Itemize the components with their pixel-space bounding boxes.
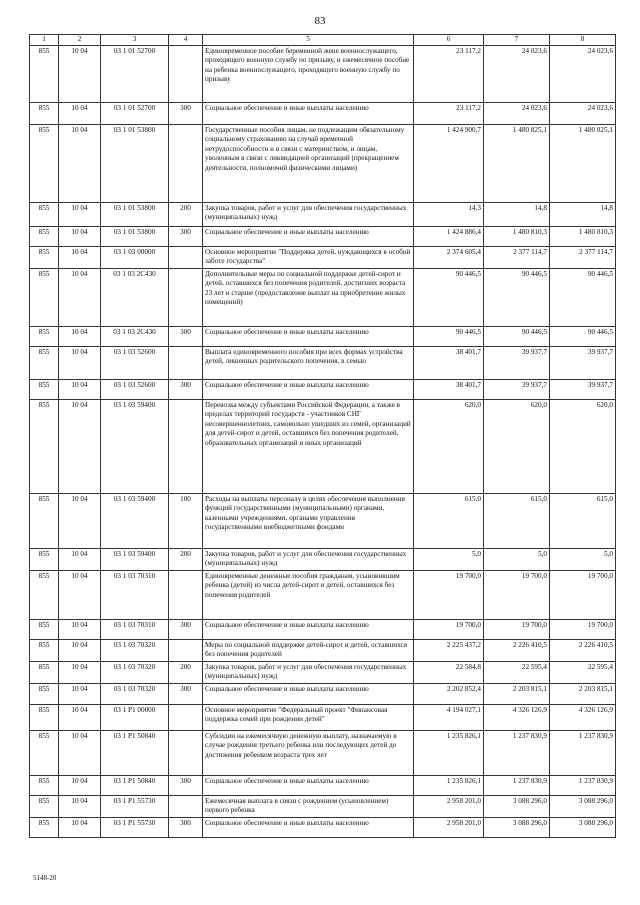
code-razdel-cell: 10 04 xyxy=(59,619,101,639)
code-vid-cell xyxy=(169,639,203,661)
amount-2021-cell: 24 023,6 xyxy=(550,45,616,102)
item-name-cell: Закупка товаров, работ и услуг для обеспечения государственных (муниципальных) нужд xyxy=(203,661,414,683)
code-vid-cell xyxy=(169,246,203,268)
table-row xyxy=(30,661,616,683)
code-glava-cell: 855 xyxy=(30,570,59,619)
code-target-cell: 03 1 03 2С430 xyxy=(101,326,169,346)
code-vid-cell xyxy=(169,730,203,775)
table-row xyxy=(30,493,616,548)
code-target-cell: 03 1 01 53800 xyxy=(101,202,169,226)
code-glava-cell: 855 xyxy=(30,704,59,730)
code-vid-cell: 300 xyxy=(169,619,203,639)
amount-2020-cell: 39 937,7 xyxy=(484,379,550,399)
code-glava-cell: 855 xyxy=(30,619,59,639)
code-razdel-cell: 10 04 xyxy=(59,45,101,102)
amount-2020-cell: 14,8 xyxy=(484,202,550,226)
code-target-cell: 03 1 03 00000 xyxy=(101,246,169,268)
amount-2019-cell: 23 117,2 xyxy=(414,102,484,124)
code-target-cell: 03 1 03 59400 xyxy=(101,548,169,570)
code-razdel-cell: 10 04 xyxy=(59,102,101,124)
table-row xyxy=(30,817,616,837)
code-razdel-cell: 10 04 xyxy=(59,493,101,548)
amount-2020-cell: 1 480 825,1 xyxy=(484,124,550,202)
budget-table xyxy=(29,34,616,838)
code-vid-cell xyxy=(169,795,203,817)
amount-2020-cell: 24 023,6 xyxy=(484,45,550,102)
table-row xyxy=(30,619,616,639)
amount-2021-cell: 90 446,5 xyxy=(550,326,616,346)
item-name-cell: Выплата единовременного пособия при всех формах устройства детей, лишенных родительского попечения, в семью xyxy=(203,346,414,379)
code-razdel-cell: 10 04 xyxy=(59,399,101,493)
code-glava-cell: 855 xyxy=(30,683,59,704)
code-glava-cell: 855 xyxy=(30,268,59,326)
item-name-cell: Основное мероприятие "Поддержка детей, нуждающихся в особой заботе государства" xyxy=(203,246,414,268)
code-target-cell: 03 1 03 52600 xyxy=(101,379,169,399)
amount-2020-cell: 1 480 810,3 xyxy=(484,226,550,246)
amount-2019-cell: 4 194 027,1 xyxy=(414,704,484,730)
code-target-cell: 03 1 Р1 50840 xyxy=(101,730,169,775)
table-row xyxy=(30,226,616,246)
amount-2020-cell: 620,0 xyxy=(484,399,550,493)
amount-2020-cell: 39 937,7 xyxy=(484,346,550,379)
code-glava-cell: 855 xyxy=(30,102,59,124)
code-target-cell: 03 1 01 53800 xyxy=(101,124,169,202)
table-row xyxy=(30,704,616,730)
code-glava-cell: 855 xyxy=(30,226,59,246)
amount-2019-cell: 5,0 xyxy=(414,548,484,570)
table-row xyxy=(30,775,616,795)
code-target-cell: 03 1 Р1 50840 xyxy=(101,775,169,795)
table-row xyxy=(30,730,616,775)
item-name-cell: Дополнительные меры по социальной поддержке детей-сирот и детей, оставшихся без попечения родителей, достигших возраста 23 лет и старше (предоставление выплат на приобретение жилых помещений) xyxy=(203,268,414,326)
header-cell: 2 xyxy=(59,35,101,46)
code-vid-cell: 100 xyxy=(169,493,203,548)
code-razdel-cell: 10 04 xyxy=(59,326,101,346)
header-cell: 8 xyxy=(550,35,616,46)
amount-2019-cell: 14,3 xyxy=(414,202,484,226)
table-row xyxy=(30,45,616,102)
amount-2020-cell: 3 088 296,0 xyxy=(484,817,550,837)
code-target-cell: 03 1 03 70310 xyxy=(101,570,169,619)
code-vid-cell: 300 xyxy=(169,683,203,704)
code-target-cell: 03 1 01 52700 xyxy=(101,102,169,124)
code-razdel-cell: 10 04 xyxy=(59,246,101,268)
table-row xyxy=(30,202,616,226)
code-target-cell: 03 1 03 2С430 xyxy=(101,268,169,326)
code-vid-cell: 300 xyxy=(169,775,203,795)
amount-2020-cell: 2 226 410,5 xyxy=(484,639,550,661)
header-cell: 4 xyxy=(169,35,203,46)
code-glava-cell: 855 xyxy=(30,548,59,570)
amount-2019-cell: 22 584,8 xyxy=(414,661,484,683)
amount-2020-cell: 2 203 815,1 xyxy=(484,683,550,704)
amount-2019-cell: 1 424 886,4 xyxy=(414,226,484,246)
page-number: 83 xyxy=(314,15,326,27)
amount-2021-cell: 14,8 xyxy=(550,202,616,226)
amount-2020-cell: 4 326 126,9 xyxy=(484,704,550,730)
table-header-row xyxy=(30,35,616,46)
code-razdel-cell: 10 04 xyxy=(59,775,101,795)
amount-2021-cell: 19 700,0 xyxy=(550,619,616,639)
code-glava-cell: 855 xyxy=(30,379,59,399)
amount-2019-cell: 90 446,5 xyxy=(414,326,484,346)
amount-2019-cell: 1 235 826,1 xyxy=(414,730,484,775)
header-cell: 7 xyxy=(484,35,550,46)
code-glava-cell: 855 xyxy=(30,795,59,817)
code-glava-cell: 855 xyxy=(30,45,59,102)
item-name-cell: Основное мероприятие "Федеральный проект "Финансовая поддержка семей при рождении детей" xyxy=(203,704,414,730)
amount-2019-cell: 1 235 826,1 xyxy=(414,775,484,795)
amount-2020-cell: 1 237 830,9 xyxy=(484,775,550,795)
amount-2021-cell: 3 088 296,0 xyxy=(550,795,616,817)
code-vid-cell: 300 xyxy=(169,379,203,399)
table-row xyxy=(30,639,616,661)
code-vid-cell xyxy=(169,399,203,493)
amount-2019-cell: 1 424 900,7 xyxy=(414,124,484,202)
header-cell: 3 xyxy=(101,35,169,46)
code-vid-cell xyxy=(169,704,203,730)
amount-2021-cell: 39 937,7 xyxy=(550,346,616,379)
amount-2019-cell: 38 401,7 xyxy=(414,346,484,379)
amount-2021-cell: 90 446,5 xyxy=(550,268,616,326)
amount-2019-cell: 19 700,0 xyxy=(414,619,484,639)
code-razdel-cell: 10 04 xyxy=(59,683,101,704)
item-name-cell: Социальное обеспечение и иные выплаты населению xyxy=(203,379,414,399)
code-glava-cell: 855 xyxy=(30,346,59,379)
item-name-cell: Социальное обеспечение и иные выплаты населению xyxy=(203,226,414,246)
code-vid-cell xyxy=(169,124,203,202)
amount-2021-cell: 2 377 114,7 xyxy=(550,246,616,268)
amount-2020-cell: 22 595,4 xyxy=(484,661,550,683)
code-glava-cell: 855 xyxy=(30,661,59,683)
amount-2020-cell: 90 446,5 xyxy=(484,326,550,346)
amount-2021-cell: 3 088 296,0 xyxy=(550,817,616,837)
amount-2021-cell: 1 237 830,9 xyxy=(550,730,616,775)
code-glava-cell: 855 xyxy=(30,730,59,775)
code-razdel-cell: 10 04 xyxy=(59,268,101,326)
code-vid-cell xyxy=(169,570,203,619)
code-glava-cell: 855 xyxy=(30,124,59,202)
code-target-cell: 03 1 Р1 55730 xyxy=(101,817,169,837)
amount-2019-cell: 90 446,5 xyxy=(414,268,484,326)
item-name-cell: Социальное обеспечение и иные выплаты населению xyxy=(203,683,414,704)
amount-2021-cell: 2 226 410,5 xyxy=(550,639,616,661)
code-vid-cell: 300 xyxy=(169,817,203,837)
code-razdel-cell: 10 04 xyxy=(59,202,101,226)
item-name-cell: Социальное обеспечение и иные выплаты населению xyxy=(203,817,414,837)
table-row xyxy=(30,326,616,346)
code-glava-cell: 855 xyxy=(30,817,59,837)
code-vid-cell: 300 xyxy=(169,226,203,246)
code-glava-cell: 855 xyxy=(30,246,59,268)
code-vid-cell: 200 xyxy=(169,548,203,570)
code-razdel-cell: 10 04 xyxy=(59,661,101,683)
code-razdel-cell: 10 04 xyxy=(59,639,101,661)
table-row xyxy=(30,570,616,619)
amount-2020-cell: 24 023,6 xyxy=(484,102,550,124)
code-razdel-cell: 10 04 xyxy=(59,795,101,817)
table-row xyxy=(30,379,616,399)
table-row xyxy=(30,346,616,379)
code-razdel-cell: 10 04 xyxy=(59,817,101,837)
amount-2019-cell: 615,0 xyxy=(414,493,484,548)
amount-2020-cell: 90 446,5 xyxy=(484,268,550,326)
code-target-cell: 03 1 Р1 55730 xyxy=(101,795,169,817)
code-vid-cell xyxy=(169,268,203,326)
amount-2019-cell: 2 225 437,2 xyxy=(414,639,484,661)
table-row xyxy=(30,268,616,326)
amount-2019-cell: 38 401,7 xyxy=(414,379,484,399)
code-razdel-cell: 10 04 xyxy=(59,346,101,379)
code-razdel-cell: 10 04 xyxy=(59,548,101,570)
item-name-cell: Расходы на выплаты персоналу в целях обеспечения выполнения функций государственными (муниципальными) органами, казенными учреждениями, органами управления государственными внебюджетными фондами xyxy=(203,493,414,548)
amount-2019-cell: 620,0 xyxy=(414,399,484,493)
code-vid-cell: 300 xyxy=(169,102,203,124)
code-glava-cell: 855 xyxy=(30,326,59,346)
amount-2021-cell: 1 480 825,1 xyxy=(550,124,616,202)
item-name-cell: Социальное обеспечение и иные выплаты населению xyxy=(203,619,414,639)
code-razdel-cell: 10 04 xyxy=(59,704,101,730)
code-glava-cell: 855 xyxy=(30,202,59,226)
amount-2019-cell: 2 958 201,0 xyxy=(414,817,484,837)
item-name-cell: Ежемесячная выплата в связи с рождением (усыновлением) первого ребенка xyxy=(203,795,414,817)
amount-2021-cell: 615,0 xyxy=(550,493,616,548)
amount-2020-cell: 1 237 830,9 xyxy=(484,730,550,775)
code-vid-cell: 200 xyxy=(169,202,203,226)
item-name-cell: Социальное обеспечение и иные выплаты населению xyxy=(203,775,414,795)
amount-2019-cell: 2 374 605,4 xyxy=(414,246,484,268)
code-target-cell: 03 1 03 59400 xyxy=(101,399,169,493)
amount-2021-cell: 1 480 810,3 xyxy=(550,226,616,246)
table-row xyxy=(30,246,616,268)
code-target-cell: 03 1 03 52600 xyxy=(101,346,169,379)
amount-2021-cell: 24 023,6 xyxy=(550,102,616,124)
code-vid-cell xyxy=(169,45,203,102)
item-name-cell: Единовременные денежные пособия гражданам, усыновившим ребенка (детей) из числа детей-сирот и детей, оставшихся без попечения родителей xyxy=(203,570,414,619)
code-razdel-cell: 10 04 xyxy=(59,226,101,246)
code-target-cell: 03 1 03 70320 xyxy=(101,683,169,704)
code-glava-cell: 855 xyxy=(30,639,59,661)
table-row xyxy=(30,683,616,704)
table-row xyxy=(30,124,616,202)
footer-code: 5148-20 xyxy=(33,874,57,882)
amount-2021-cell: 1 237 830,9 xyxy=(550,775,616,795)
header-cell: 5 xyxy=(203,35,414,46)
table-row xyxy=(30,399,616,493)
code-razdel-cell: 10 04 xyxy=(59,379,101,399)
code-target-cell: 03 1 03 59400 xyxy=(101,493,169,548)
item-name-cell: Социальное обеспечение и иные выплаты населению xyxy=(203,102,414,124)
code-razdel-cell: 10 04 xyxy=(59,124,101,202)
item-name-cell: Социальное обеспечение и иные выплаты населению xyxy=(203,326,414,346)
amount-2021-cell: 620,0 xyxy=(550,399,616,493)
amount-2021-cell: 2 203 815,1 xyxy=(550,683,616,704)
header-cell: 6 xyxy=(414,35,484,46)
amount-2021-cell: 5,0 xyxy=(550,548,616,570)
code-target-cell: 03 1 01 53800 xyxy=(101,226,169,246)
amount-2020-cell: 2 377 114,7 xyxy=(484,246,550,268)
item-name-cell: Перевозка между субъектами Российской Федерации, а также в пределах территорий государств - участников СНГ несовершеннолетних, самовольно ушедших из семей, организаций для детей-сирот и детей, оставшихся без попечения родителей, образовательных организаций и иных организаций xyxy=(203,399,414,493)
amount-2021-cell: 19 700,0 xyxy=(550,570,616,619)
header-cell: 1 xyxy=(30,35,59,46)
code-razdel-cell: 10 04 xyxy=(59,730,101,775)
code-glava-cell: 855 xyxy=(30,399,59,493)
item-name-cell: Меры по социальной поддержке детей-сирот и детей, оставшихся без попечения родителей xyxy=(203,639,414,661)
code-glava-cell: 855 xyxy=(30,775,59,795)
item-name-cell: Субсидии на ежемесячную денежную выплату, назначаемую в случае рождения третьего ребенка или последующих детей до достижения ребенком возраста трех лет xyxy=(203,730,414,775)
item-name-cell: Закупка товаров, работ и услуг для обеспечения государственных (муниципальных) нужд xyxy=(203,548,414,570)
amount-2020-cell: 19 700,0 xyxy=(484,619,550,639)
amount-2020-cell: 3 088 296,0 xyxy=(484,795,550,817)
amount-2021-cell: 22 595,4 xyxy=(550,661,616,683)
item-name-cell: Единовременное пособие беременной жене военнослужащего, проходящего военную службу по призыву, и ежемесячное пособие на ребенка военнослужащего, проходящего военную службу по призыву xyxy=(203,45,414,102)
item-name-cell: Государственные пособия лицам, не подлежащим обязательному социальному страхованию на случай временной нетрудоспособности и в связи с материнством, и лицам, уволенным в связи с ликвидацией организаций (прекращением деятельности, полномочий физическими лицами) xyxy=(203,124,414,202)
code-vid-cell xyxy=(169,346,203,379)
code-target-cell: 03 1 Р1 00000 xyxy=(101,704,169,730)
amount-2021-cell: 4 326 126,9 xyxy=(550,704,616,730)
amount-2020-cell: 615,0 xyxy=(484,493,550,548)
code-target-cell: 03 1 03 70320 xyxy=(101,639,169,661)
amount-2020-cell: 5,0 xyxy=(484,548,550,570)
code-razdel-cell: 10 04 xyxy=(59,570,101,619)
table-row xyxy=(30,795,616,817)
amount-2021-cell: 39 937,7 xyxy=(550,379,616,399)
code-target-cell: 03 1 03 70310 xyxy=(101,619,169,639)
code-glava-cell: 855 xyxy=(30,493,59,548)
table-row xyxy=(30,548,616,570)
amount-2019-cell: 23 117,2 xyxy=(414,45,484,102)
table-row xyxy=(30,102,616,124)
code-target-cell: 03 1 01 52700 xyxy=(101,45,169,102)
amount-2020-cell: 19 700,0 xyxy=(484,570,550,619)
code-target-cell: 03 1 03 70320 xyxy=(101,661,169,683)
amount-2019-cell: 2 958 201,0 xyxy=(414,795,484,817)
amount-2019-cell: 2 202 852,4 xyxy=(414,683,484,704)
amount-2019-cell: 19 700,0 xyxy=(414,570,484,619)
code-vid-cell: 200 xyxy=(169,661,203,683)
code-vid-cell: 300 xyxy=(169,326,203,346)
item-name-cell: Закупка товаров, работ и услуг для обеспечения государственных (муниципальных) нужд xyxy=(203,202,414,226)
